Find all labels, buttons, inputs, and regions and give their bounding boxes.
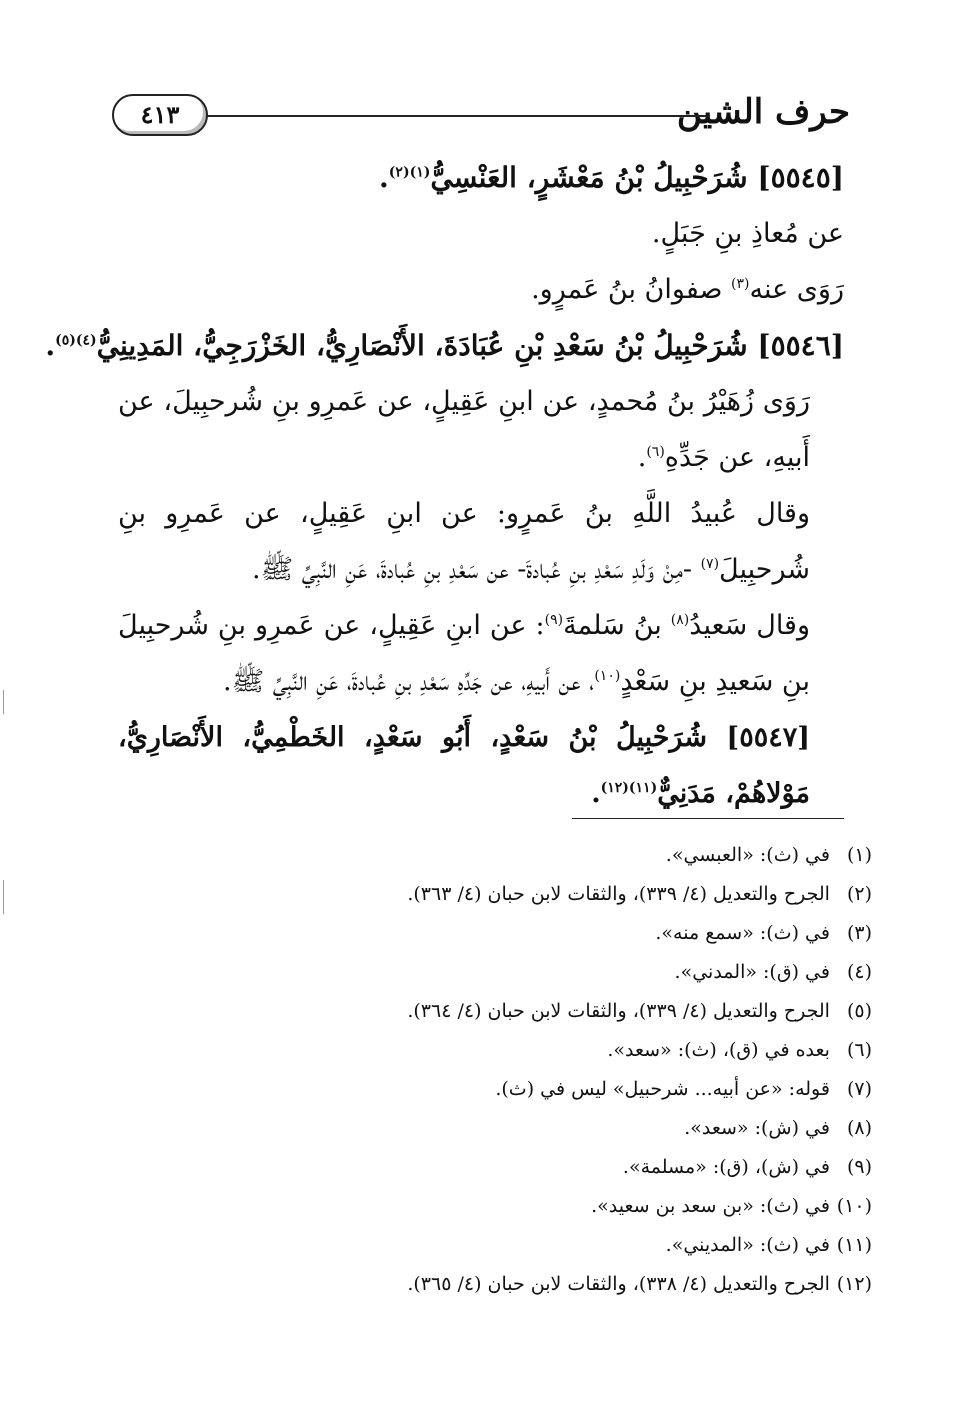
footnote-ref: (٩) (544, 612, 564, 628)
scan-mark (3, 880, 4, 914)
footnote (160, 1070, 872, 1109)
footnote-text: الجرح والتعديل (٤/ ٣٣٩)، والثقات لابن حبان (٤/ ٣٦٣). (407, 883, 830, 905)
footnote (160, 1031, 872, 1070)
footnote-number: (١٠) (836, 1195, 872, 1217)
page-number: ٤١٣ (112, 94, 208, 136)
entry-heading-5545 (118, 150, 844, 206)
scan-mark (3, 690, 4, 714)
paragraph (118, 598, 844, 710)
footnotes (160, 836, 872, 1304)
footnote (160, 1109, 872, 1148)
footnote-ref: (٤)(٥) (55, 332, 97, 349)
footnote-text: في (ش): «سعد». (684, 1117, 830, 1139)
footnote-ref: (١٠) (594, 668, 621, 684)
text-segment: صفوانُ بنُ عَمرٍو. (531, 274, 731, 305)
footnote-ref: (١١)(١٢) (600, 780, 658, 796)
footnote-separator (572, 818, 844, 819)
paragraph (118, 486, 844, 598)
punct: . (591, 778, 601, 809)
footnote-ref: (٣) (731, 276, 750, 292)
footnote-number: (٣) (846, 922, 872, 944)
footnote-ref: (٧) (700, 556, 720, 572)
punct: . (379, 161, 389, 194)
footnote-text: الجرح والتعديل (٤/ ٣٣٨)، والثقات لابن حبان (٤/ ٣٦٥). (407, 1273, 830, 1295)
footnote-number: (٩) (846, 1156, 872, 1178)
entry-text: [٥٥٤٧] شُرَحْبِيلُ بْنُ سَعْدٍ، أَبُو سَعْدٍ، الخَطْمِيُّ، الأَنْصَارِيُّ، مَوْلاهُمْ، مَدَنِيٌّ (118, 722, 810, 809)
footnote-number: (٨) (846, 1117, 872, 1139)
footnote (160, 914, 872, 953)
footnote-number: (١٢) (836, 1273, 872, 1295)
text-segment: : عن ابنِ عَقِيلٍ، عن عَمرِو بنِ شُرحبِيلَ بنِ سَعيدِ بنِ سَعْدٍ (118, 610, 810, 697)
footnote-text: في (ث): «المديني». (665, 1234, 830, 1256)
footnote-number: (١) (846, 844, 872, 866)
footnote-text: في (ش)، (ق): «مسلمة». (622, 1156, 830, 1178)
entry-text: [٥٥٤٦] شُرَحْبِيلُ بْنُ سَعْدِ بْنِ عُبَادَةَ، الأَنْصَارِيُّ، الخَزْرَجِيُّ، المَدِينِيُّ (96, 329, 844, 362)
footnote-number: (٤) (846, 961, 872, 983)
footnote-text: في (ث): «سمع منه». (655, 922, 830, 944)
text-segment: -مِنْ وَلَدِ سَعْدِ بنِ عُبادةَ- عن سَعْدِ بنِ عُبادةَ، عَنِ النَّبِيِّ ﷺ. (252, 554, 701, 585)
footnote-number: (٢) (846, 883, 872, 905)
text-segment: رَوَى عنه (749, 274, 844, 305)
footnote (160, 1226, 872, 1265)
footnote-text: بعده في (ق)، (ث): «سعد». (607, 1039, 830, 1061)
entry-text: [٥٥٤٥] شُرَحْبِيلُ بْنُ مَعْشَرٍ، العَنْسِيُّ (430, 161, 844, 194)
footnote-text: في (ث): «العبسي». (665, 844, 830, 866)
footnote (160, 992, 872, 1031)
footnote-text: قوله: «عن أبيه... شرحبيل» ليس في (ث). (495, 1078, 830, 1100)
running-title: حرف الشين (676, 92, 850, 132)
text-segment: وقال سَعيدُ (689, 610, 811, 641)
punct: . (637, 442, 647, 473)
footnote (160, 953, 872, 992)
footnote-text: في (ق): «المدني». (674, 961, 830, 983)
text-segment: رَوَى زُهَيْرُ بنُ مُحمدٍ، عن ابنِ عَقِيلٍ، عن عَمرِو بنِ شُرحبِيلَ، عن أَبيهِ، عن جَدِّهِ (118, 386, 810, 473)
header-rule (204, 115, 710, 117)
text-segment: بنُ سَلمةَ (563, 610, 671, 641)
entry-heading-5547 (118, 710, 844, 822)
punct: . (45, 329, 56, 362)
text-segment: وقال عُبيدُ اللَّهِ بنُ عَمرٍو: عن ابنِ عَقِيلٍ، عن عَمرِو بنِ شُرحبِيلَ (118, 498, 810, 585)
footnote (160, 1148, 872, 1187)
footnote (160, 836, 872, 875)
text-line (118, 262, 844, 318)
footnote-number: (٧) (846, 1078, 872, 1100)
footnote-number: (١١) (836, 1234, 872, 1256)
text-segment: ، عن أَبيهِ، عن جَدِّهِ سَعْدِ بنِ عُبادةَ، عَنِ النَّبِيِّ ﷺ. (222, 666, 595, 697)
footnote-text: في (ث): «بن سعد بن سعيد». (591, 1195, 830, 1217)
main-text (45, 150, 844, 822)
footnote-ref: (٨) (670, 612, 690, 628)
entry-heading-5546 (45, 318, 844, 374)
footnote-number: (٥) (846, 1000, 872, 1022)
paragraph (118, 374, 844, 486)
text-line: عن مُعاذِ بنِ جَبَلٍ. (651, 218, 844, 249)
footnote-number: (٦) (846, 1039, 872, 1061)
page-header (112, 88, 850, 148)
footnote (160, 875, 872, 914)
footnote (160, 1265, 872, 1304)
footnote-ref: (١)(٢) (388, 164, 431, 181)
footnote-ref: (٦) (646, 444, 665, 460)
footnote (160, 1187, 872, 1226)
footnote-text: الجرح والتعديل (٤/ ٣٣٩)، والثقات لابن حبان (٤/ ٣٦٤). (407, 1000, 830, 1022)
